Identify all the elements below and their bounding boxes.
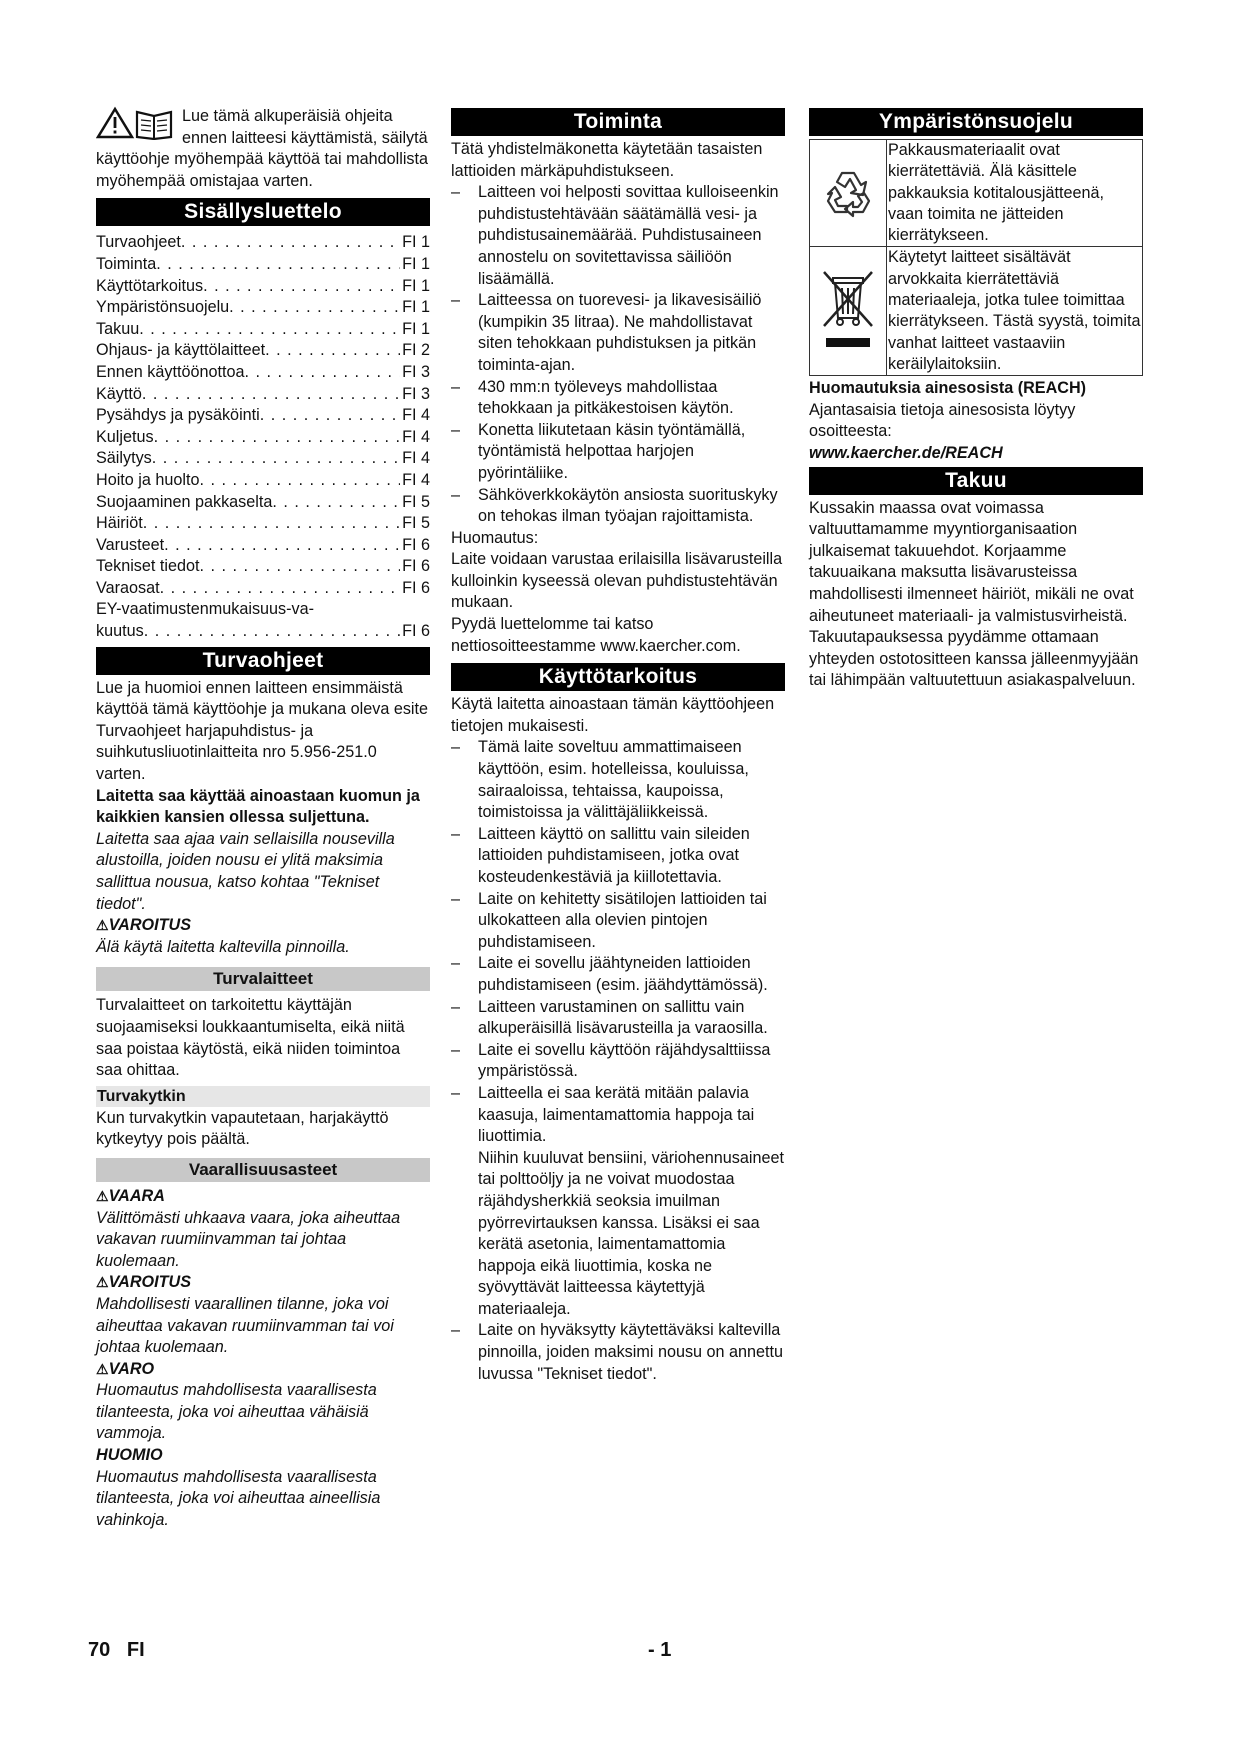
toc-label: Turvaohjeet [96,233,181,252]
use-paragraph: Käytä laitetta ainoastaan tämän käyttöohjeen tietojen mukaisesti. [451,695,775,735]
env-row-weee [810,246,1142,375]
note-label: Huomautus: [451,528,539,547]
toc-page: FI 5 [402,492,430,511]
footer-page [88,1640,145,1662]
warning-label-text: VAROITUS [108,916,192,935]
toc-page: FI 6 [402,622,430,641]
env-title: Ympäristönsuojelu [809,108,1143,136]
danger-text: Välittömästi uhkaava vaara, joka aiheuttaa vakavan ruumiinvamman tai johtaa kuolemaan. [96,1208,401,1270]
warranty-title: Takuu [809,467,1143,495]
toc-page: FI 4 [402,427,430,446]
toc-item[interactable] [96,319,430,341]
toc-item-ey[interactable] [96,621,430,643]
toc-label: Kuljetus [96,427,154,446]
switch-title: Turvakytkin [96,1086,430,1107]
caution-label-text: VARO [108,1359,155,1378]
toc-item[interactable] [96,254,430,276]
danger-label-text: VAARA [108,1186,165,1205]
toc-item[interactable] [96,384,430,406]
use-title: Käyttötarkoitus [451,663,785,691]
intro [96,106,430,192]
caution-label [96,1359,430,1381]
function-paragraph: Tätä yhdistelmäkonetta käytetään tasaisten lattioiden märkäpuhdistukseen. [451,140,763,180]
language-code: FI [126,1639,145,1661]
crossed-bin-icon [810,247,887,375]
list-item: – Laite on kehitetty sisätilojen lattioiden tai ulkokatteen alla olevien pintojen puhdistamiseen. [451,889,785,954]
toc-title: Sisällysluettelo [96,198,430,226]
list-item: – Laitteen voi helposti sovittaa kulloiseenkin puhdistustehtävään säätämällä vesi- ja puhdistusainemäärää. Puhdistusaineen annostelu on sovitettavissa säiliöön lisäämällä. [451,182,785,290]
toc-item[interactable] [96,297,430,319]
toc-page: FI 6 [402,578,430,597]
use-list [451,737,785,1385]
caution-triangle-icon: ⚠ [96,1360,109,1377]
toc-page: FI 2 [402,341,430,360]
column-middle [451,106,785,1385]
toc-page: FI 3 [402,384,430,403]
toc-item[interactable] [96,405,430,427]
footer-subpage: - 1 [648,1639,672,1661]
toc-label: Säilytys [96,449,152,468]
warning-manual-icon [96,106,178,140]
list-item: – Laitteen varustaminen on sallittu vain alkuperäisillä lisävarusteilla ja varaosilla. [451,997,785,1040]
toc-page: FI 1 [402,319,430,338]
toc-page: FI 1 [402,298,430,317]
toc-page: FI 5 [402,514,430,533]
toc-page: FI 4 [402,406,430,425]
toc-label: Tekniset tiedot [96,557,200,576]
toc-label: Varaosat [96,578,160,597]
toc-label: Toiminta [96,254,157,273]
toc-item[interactable] [96,513,430,535]
danger-label [96,1186,430,1208]
danger-triangle-icon: ⚠ [96,1187,109,1204]
safety-italic-note: Laitetta saa ajaa vain sellaisilla nousevilla alustoilla, joiden nousu ei ylitä maksimia sallittua nousua, katso kohtaa "Tekniset tiedot". [96,829,395,913]
toc-label: Suojaaminen pakkaselta [96,492,273,511]
page-number: 70 [88,1639,111,1661]
list-item: – Laitteessa on tuorevesi- ja likavesisäiliö (kumpikin 35 litraa). Ne mahdollistavat siten tehokkaan puhdistuksen ja pitkän toiminta-ajan. [451,290,785,376]
toc-item-ey-line1[interactable]: EY-vaatimustenmukaisuus-va- [96,600,315,619]
warning-triangle-icon: ⚠ [96,917,109,934]
toc-page: FI 6 [402,557,430,576]
list-item-subtext: Niihin kuuluvat bensiini, väriohennusaineet tai polttoöljy ja ne voivat muodostaa räjähdysherkkiä seoksia imuilman pyörrevirtauksen kanssa. Lisäksi ei saa kerätä asetonia, laimentamattomia happoja eikä liuottimia, koska ne syövyttävät laitteessa käytettyjä materiaaleja. [478,1148,784,1318]
list-item: – Laite ei sovellu käyttöön räjähdysalttiissa ympäristössä. [451,1040,785,1083]
toc-label: Ennen käyttöönottoa [96,362,245,381]
toc-label: Käyttötarkoitus [96,276,204,295]
toc-page: FI 3 [402,362,430,381]
toc-label: Käyttö [96,384,142,403]
notice-label: HUOMIO [96,1446,163,1465]
toc-item[interactable] [96,448,430,470]
intro-icons [96,106,178,146]
list-item: – 430 mm:n työleveys mahdollistaa tehokkaan ja pitkäkestoisen käytön. [451,377,785,420]
safety-paragraph: Lue ja huomioi ennen laitteen ensimmäistä käyttöä tämä käyttöohje ja mukana oleva esite Turvaohjeet harjapuhdistus- ja suihkutusliuotinlaitteita nro 5.956-251.0 varten. [96,678,429,784]
hazard-title: Vaarallisuusasteet [96,1158,430,1182]
toc-label: Takuu [96,319,140,338]
list-item: – Konetta liikutetaan käsin työntämällä, työntämistä helpottaa harjojen pyörintäliike. [451,420,785,485]
toc-label: Ohjaus- ja käyttölaitteet [96,341,266,360]
safety-title: Turvaohjeet [96,647,430,675]
warn2-label [96,1272,430,1294]
toc-label: Varusteet [96,535,165,554]
toc-item[interactable] [96,232,430,254]
reach-text: Ajantasaisia tietoja ainesosista löytyy osoitteesta: [809,400,1076,441]
list-item: – Laite ei sovellu jäähtyneiden lattioiden puhdistamiseen (esim. jäähdyttämössä). [451,953,785,996]
toc-item[interactable] [96,578,430,600]
devices-text: Turvalaitteet on tarkoitettu käyttäjän suojaamiseksi loukkaantumiselta, eikä niitä saa poistaa käytöstä, eikä niiden toimintoa saa ohittaa. [96,996,405,1080]
toc-page: FI 4 [402,470,430,489]
recycle-icon [810,140,887,246]
toc-label: Pysähdys ja pysäköinti [96,406,260,425]
toc-label: Häiriöt [96,514,143,533]
column-right [809,106,1143,692]
toc-page: FI 1 [402,276,430,295]
toc-item[interactable] [96,340,430,362]
env-weee-text: Käytetyt laitteet sisältävät arvokkaita kierrätettäviä materiaaleja, jotka tulee toimittaa kierrätykseen. Tästä syystä, toimita vanhat laitteet vastaaviin keräilylaitoksiin. [888,248,1141,373]
toc-item[interactable] [96,556,430,578]
intro-text: Lue tämä alkuperäisiä ohjeita ennen laitteesi käyttämistä, säilytä käyttöohje myöhempää käyttöä tai mahdollista myöhempää omistajaa varten. [96,107,429,190]
warn2-label-text: VAROITUS [108,1273,192,1292]
list-item: – Sähköverkkokäytön ansiosta suorituskyky on tehokas ilman työajan rajoittamista. [451,485,785,528]
function-list [451,182,785,528]
env-table [809,139,1143,376]
warning-text: Älä käytä laitetta kaltevilla pinnoilla. [96,937,350,956]
list-item: – Laite on hyväksytty käytettäväksi kaltevilla pinnoilla, joiden maksimi nousu on annettu luvussa "Tekniset tiedot". [451,1320,785,1385]
toc-label: kuutus [96,622,144,641]
caution-text: Huomautus mahdollisesta vaarallisesta tilanteesta, joka voi aiheuttaa vähäisiä vammoja. [96,1381,377,1443]
notice-text: Huomautus mahdollisesta vaarallisesta tilanteesta, joka voi aiheuttaa aineellisia vahinkoja. [96,1467,381,1529]
toc-item[interactable] [96,276,430,298]
toc-label: Hoito ja huolto [96,470,200,489]
list-item [451,1083,785,1321]
note-text: Laite voidaan varustaa erilaisilla lisävarusteilla kulloinkin kyseessä olevan puhdistustehtävän mukaan. [451,550,783,612]
toc-page: FI 4 [402,449,430,468]
table-of-contents [96,232,430,642]
toc-item[interactable] [96,535,430,557]
column-left [96,106,430,1531]
safety-bold-note: Laitetta saa käyttää ainoastaan kuomun ja kaikkien kansien ollessa suljettuna. [96,786,420,827]
switch-text: Kun turvakytkin vapautetaan, harjakäyttö kytkeytyy pois päältä. [96,1108,389,1149]
toc-label: Ympäristönsuojelu [96,298,230,317]
list-item-text: Laitteella ei saa kerätä mitään palavia kaasuja, laimentamattomia happoja tai liuottimia. [478,1083,755,1146]
devices-title: Turvalaitteet [96,967,430,991]
reach-title: Huomautuksia ainesosista (REACH) [809,379,1087,398]
env-recycle-text: Pakkausmateriaalit ovat kierrätettäviä. Älä käsittele pakkauksia kotitalousjätteenä, vaan toimita ne jätteiden kierrätykseen. [888,141,1104,245]
warning-label [96,915,430,937]
function-title: Toiminta [451,108,785,136]
env-row-recycle [810,140,1142,246]
reach-link[interactable]: www.kaercher.de/REACH [809,444,1003,463]
note-text-2: Pyydä luettelomme tai katso nettiosoitteestamme www.kaercher.com. [451,615,741,655]
warn2-text: Mahdollisesti vaarallinen tilanne, joka voi aiheuttaa vakavan ruumiinvamman tai voi johtaa kuolemaan. [96,1294,394,1357]
list-item: – Tämä laite soveltuu ammattimaiseen käyttöön, esim. hotelleissa, kouluissa, sairaaloissa, tehtaissa, kaupoissa, toimistoissa ja välittäjäliikkeissä. [451,737,785,823]
warning-triangle-icon: ⚠ [96,1274,109,1291]
toc-page: FI 6 [402,535,430,554]
toc-item[interactable] [96,492,430,514]
list-item: – Laitteen käyttö on sallittu vain sileiden lattioiden puhdistamiseen, jotka ovat kosteudenkestäviä ja kiillotettavia. [451,824,785,889]
toc-item[interactable] [96,427,430,449]
toc-page: FI 1 [402,233,430,252]
warranty-text: Kussakin maassa ovat voimassa valtuuttamamme myyntiorganisaation julkaisemat takuuehdot. Korjaamme takuuaikana maksutta lisävarusteissa mahdollisesti ilmenneet häiriöt, mikäli ne ovat aiheutuneet materiaali- ja valmistusvirheistä. Takuutapauksessa pyydämme ottamaan yhteyden ostotositteen kanssa jälleenmyyjään tai lähimpään valtuutettuun asiakaspalveluun. [809,498,1139,690]
toc-page: FI 1 [402,254,430,273]
toc-item[interactable] [96,470,430,492]
toc-item[interactable] [96,362,430,384]
